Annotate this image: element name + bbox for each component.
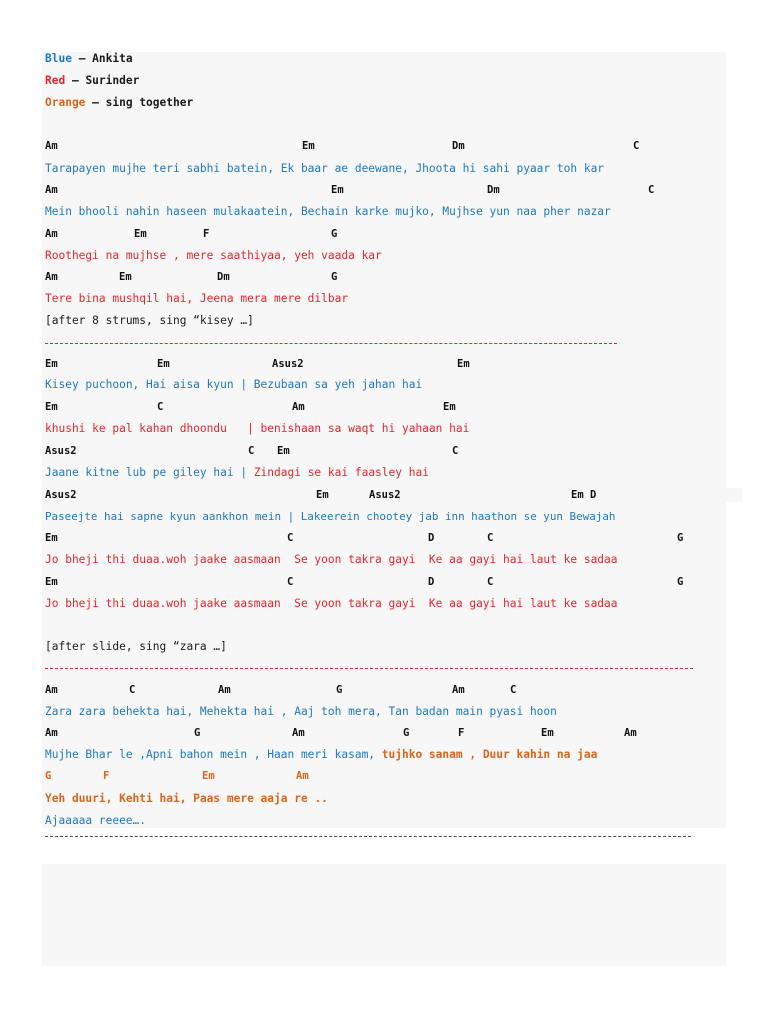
legend-separator: – bbox=[71, 52, 93, 65]
chord: C bbox=[452, 445, 459, 457]
chord: Em bbox=[331, 184, 344, 196]
chord: Am bbox=[45, 228, 58, 240]
chord: Dm bbox=[217, 271, 230, 283]
chord: C bbox=[287, 576, 294, 588]
chord: G bbox=[45, 770, 52, 782]
chord: Em bbox=[277, 445, 290, 457]
chord: Am bbox=[45, 684, 58, 696]
lyric-line: Ajaaaaa reeee…. bbox=[45, 814, 147, 827]
legend-orange bbox=[45, 96, 193, 110]
chord: Em bbox=[202, 770, 215, 782]
lyric-line: Tere bina mushqil hai, Jeena mera mere dilbar bbox=[45, 292, 349, 305]
chord: Am bbox=[452, 684, 465, 696]
lyric-line: Paseejte hai sapne kyun aankhon mein | Lakeerein chootey jab inn haathon se yun Bewajah bbox=[45, 510, 616, 523]
chord: C bbox=[157, 401, 164, 413]
lyric-line bbox=[45, 748, 597, 762]
chord: Am bbox=[45, 727, 58, 739]
lyric-line: Jo bheji thi duaa.woh jaake aasmaan Se yoon takra gayi Ke aa gayi hai laut ke sadaa bbox=[45, 597, 618, 610]
lyric-line: Zara zara behekta hai, Mehekta hai , Aaj toh mera, Tan badan main pyasi hoon bbox=[45, 705, 557, 718]
chord: Am bbox=[45, 140, 58, 152]
chord: D bbox=[428, 532, 435, 544]
page-panel-bottom bbox=[42, 864, 726, 966]
lyric-line: Tarapayen mujhe teri sabhi batein, Ek baar ae deewane, Jhoota hi sahi pyaar toh kar bbox=[45, 162, 605, 175]
legend-blue bbox=[45, 52, 133, 66]
chord: Em bbox=[45, 576, 58, 588]
page-panel-lower bbox=[42, 502, 726, 828]
chord: G bbox=[331, 228, 338, 240]
chord: G bbox=[331, 271, 338, 283]
chord: G bbox=[677, 576, 684, 588]
lyric-line-part-red: Zindagi se kai faasley hai bbox=[253, 466, 429, 479]
lyric-line: Kisey puchoon, Hai aisa kyun | Bezubaan sa yeh jahan hai bbox=[45, 378, 423, 391]
chord: G bbox=[194, 727, 201, 739]
lyric-line: khushi ke pal kahan dhoondu | benishaan sa waqt hi yahaan hai bbox=[45, 422, 470, 435]
chord: C bbox=[510, 684, 517, 696]
chord: C bbox=[633, 140, 640, 152]
chord: Em bbox=[302, 140, 315, 152]
chord: G bbox=[336, 684, 343, 696]
chord: Em bbox=[119, 271, 132, 283]
chord: Am bbox=[296, 770, 309, 782]
chord: F bbox=[203, 228, 210, 240]
legend-red-color-label: Red bbox=[45, 74, 66, 87]
chord: Em bbox=[134, 228, 147, 240]
chord: Dm bbox=[487, 184, 500, 196]
legend-red bbox=[45, 74, 139, 88]
chord: Am bbox=[45, 184, 58, 196]
lyric-line: Yeh duuri, Kehti hai, Paas mere aaja re .. bbox=[45, 792, 328, 805]
chord: C bbox=[129, 684, 136, 696]
legend-separator: – bbox=[85, 96, 106, 109]
lyric-line: Jo bheji thi duaa.woh jaake aasmaan Se yoon takra gayi Ke aa gayi hai laut ke sadaa bbox=[45, 553, 618, 566]
end-divider bbox=[45, 836, 691, 837]
chord: F bbox=[458, 727, 465, 739]
chord: Dm bbox=[452, 140, 465, 152]
chord: Em bbox=[45, 532, 58, 544]
chord: D bbox=[428, 576, 435, 588]
chord: C bbox=[648, 184, 655, 196]
chord: Em bbox=[45, 358, 58, 370]
chord: Em bbox=[443, 401, 456, 413]
chord: C bbox=[287, 532, 294, 544]
chord: Em bbox=[541, 727, 554, 739]
legend-blue-color-label: Blue bbox=[45, 52, 72, 65]
legend-separator: – bbox=[65, 74, 86, 87]
chord: Am bbox=[624, 727, 637, 739]
performance-note: [after 8 strums, sing “kisey …] bbox=[45, 314, 254, 327]
chord: G bbox=[677, 532, 684, 544]
legend-orange-role: sing together bbox=[105, 96, 194, 109]
section-divider bbox=[45, 343, 617, 344]
chord: Em bbox=[157, 358, 170, 370]
chord: C bbox=[487, 532, 494, 544]
lyric-line: Roothegi na mujhse , mere saathiyaa, yeh vaada kar bbox=[45, 249, 382, 262]
chord: Am bbox=[292, 727, 305, 739]
legend-blue-singer: Ankita bbox=[92, 52, 133, 65]
lyric-line-part-orange: tujhko sanam , Duur kahin na jaa bbox=[381, 748, 598, 761]
chord: Em D bbox=[571, 489, 597, 501]
chord: F bbox=[103, 770, 110, 782]
legend-orange-color-label: Orange bbox=[45, 96, 86, 109]
legend-red-singer: Surinder bbox=[85, 74, 140, 87]
chord: Em bbox=[457, 358, 470, 370]
lyric-line bbox=[45, 466, 429, 480]
chord: Em bbox=[45, 401, 58, 413]
lyric-line-part-blue: Mujhe Bhar le ,Apni bahon mein , Haan meri kasam, bbox=[45, 748, 382, 761]
chord: Em bbox=[316, 489, 329, 501]
chord: Am bbox=[45, 271, 58, 283]
chord: Am bbox=[292, 401, 305, 413]
section-divider bbox=[45, 668, 693, 669]
lyric-line-part-blue: Jaane kitne lub pe giley hai | bbox=[45, 466, 254, 479]
chord: Asus2 bbox=[45, 445, 77, 457]
lyric-line: Mein bhooli nahin haseen mulakaatein, Bechain karke mujko, Mujhse yun naa pher nazar bbox=[45, 205, 611, 218]
chord: Am bbox=[218, 684, 231, 696]
chord: G bbox=[403, 727, 410, 739]
chord: Asus2 bbox=[272, 358, 304, 370]
chord: C bbox=[487, 576, 494, 588]
performance-note: [after slide, sing “zara …] bbox=[45, 640, 227, 653]
chord: Asus2 bbox=[369, 489, 401, 501]
chord: Asus2 bbox=[45, 489, 77, 501]
chord: C bbox=[248, 445, 255, 457]
